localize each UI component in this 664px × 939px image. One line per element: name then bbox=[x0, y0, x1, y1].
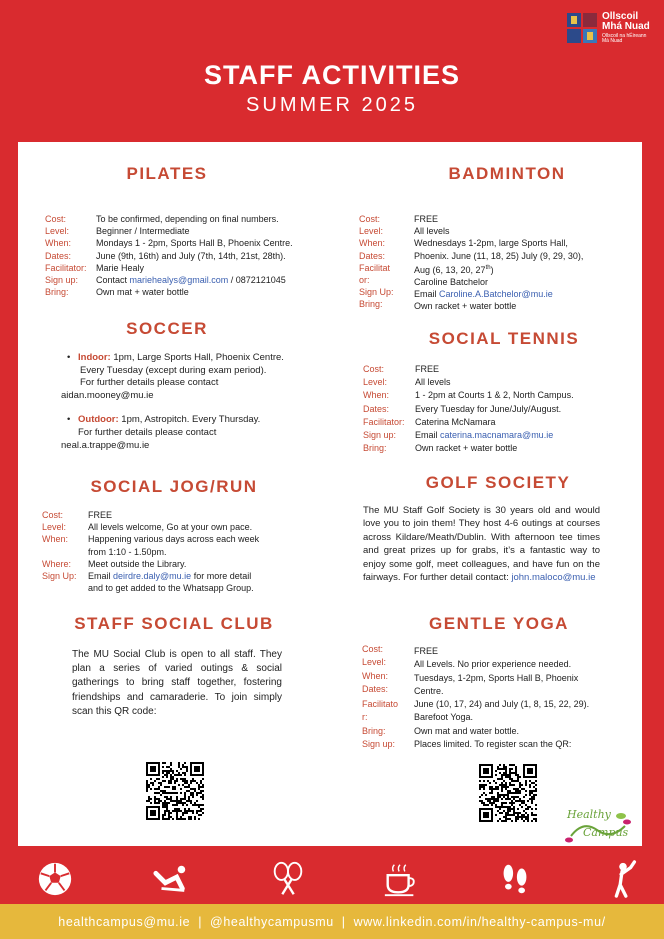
jog-value: and to get added to the Whatsapp Group. bbox=[88, 583, 254, 594]
yoga-value: FREE bbox=[414, 646, 439, 656]
yoga-value: June (10, 17, 24) and July (1, 8, 15, 22, 29). bbox=[414, 699, 590, 710]
footer-separator: | bbox=[341, 914, 346, 929]
jog-heading: SOCIAL JOG/RUN bbox=[90, 477, 258, 496]
tennis-heading: SOCIAL TENNIS bbox=[428, 329, 580, 348]
indoor-line-2: Every Tuesday (except during exam period). bbox=[80, 364, 267, 376]
badminton-heading: BADMINTON bbox=[448, 164, 566, 183]
pilates-key: When: bbox=[45, 238, 72, 249]
jog-details bbox=[42, 509, 332, 594]
badminton-key: Bring: bbox=[359, 299, 383, 310]
pilates-icon bbox=[152, 860, 190, 898]
healthy-campus-logo bbox=[563, 806, 633, 846]
tennis-value: 1 - 2pm at Courts 1 & 2, North Campus. bbox=[415, 390, 574, 401]
badminton-value: Aug (6, 13, 20, 27 bbox=[414, 264, 486, 275]
tennis-key: Sign up: bbox=[363, 430, 397, 441]
pilates-key: Facilitator: bbox=[45, 262, 87, 273]
jog-key bbox=[42, 582, 88, 594]
jog-key: Level: bbox=[42, 522, 67, 533]
jog-value: Meet outside the Library. bbox=[88, 558, 187, 569]
soccer-indoor bbox=[67, 352, 327, 390]
footer-separator: | bbox=[198, 914, 203, 929]
university-logo bbox=[566, 12, 650, 44]
jog-key: When: bbox=[42, 534, 69, 545]
footprints-icon bbox=[496, 860, 534, 898]
yoga-keys bbox=[362, 643, 417, 751]
yoga-value: All Levels. No prior experience needed. bbox=[414, 659, 572, 670]
tennis-key: Bring: bbox=[363, 443, 387, 454]
pilates-value: Beginner / Intermediate bbox=[96, 226, 190, 237]
jog-value: Email bbox=[88, 571, 114, 582]
badminton-value: Wednesdays 1-2pm, large Sports Hall, bbox=[414, 238, 568, 249]
yoga-key: Sign up: bbox=[362, 739, 396, 750]
pilates-key: Level: bbox=[45, 226, 70, 237]
social-club-heading: STAFF SOCIAL CLUB bbox=[74, 614, 274, 633]
badminton-key: Level: bbox=[359, 226, 384, 237]
tennis-value: All levels bbox=[415, 377, 451, 388]
jog-key: Where: bbox=[42, 558, 72, 569]
indoor-label: Indoor: bbox=[78, 352, 111, 363]
yoga-key: Level: bbox=[362, 657, 387, 668]
golf-email-link[interactable]: john.maloco@mu.ie bbox=[511, 572, 596, 584]
soccer-ball-icon bbox=[36, 860, 74, 898]
yoga-key: Facilitato bbox=[362, 699, 399, 710]
tennis-value: Email bbox=[415, 430, 441, 441]
outdoor-text: 1pm, Astropitch. Every Thursday. bbox=[118, 414, 261, 425]
pilates-value: June (9th, 16th) and July (7th, 14th, 21st, 28th). bbox=[96, 250, 286, 261]
tennis-key: Facilitator: bbox=[363, 416, 405, 427]
tennis-value: FREE bbox=[415, 364, 440, 374]
logo-line-2: Mhá Nuad bbox=[602, 21, 650, 32]
yoga-qr-code[interactable] bbox=[479, 764, 537, 822]
badminton-sup: th bbox=[485, 264, 491, 271]
yoga-value: Tuesdays, 1-2pm, Sports Hall B, Phoenix bbox=[414, 672, 579, 683]
page-subtitle: SUMMER 2025 bbox=[246, 94, 418, 116]
soccer-outdoor bbox=[67, 414, 327, 439]
indoor-text: 1pm, Large Sports Hall, Phoenix Centre. bbox=[110, 352, 284, 363]
yoga-value: Places limited. To register scan the QR: bbox=[414, 739, 572, 750]
golf-description bbox=[363, 504, 600, 584]
tennis-value: Caterina McNamara bbox=[415, 416, 496, 427]
footer-social-handle[interactable]: @healthycampusmu bbox=[210, 914, 334, 929]
yoga-key: When: bbox=[362, 670, 389, 681]
footer-linkedin-link[interactable]: www.linkedin.com/in/healthy-campus-mu/ bbox=[353, 914, 606, 929]
badminton-keys bbox=[359, 213, 414, 311]
healthy-text: Healthy bbox=[567, 808, 611, 821]
pilates-heading: PILATES bbox=[126, 164, 208, 183]
logo-line-4: Má Nuad bbox=[602, 38, 623, 44]
campus-text: Campus bbox=[583, 826, 629, 839]
golf-text: The MU Staff Golf Society is 30 years old and would love you to join them! They host 4-6 outings at courses across Kildare/Meath/Dublin. With afternoon tee times and great prizes up for grabs, it’s a fantastic way to enjoy some golf, meet colleagues, and have fun on the fairways. For further detail contact: bbox=[363, 505, 600, 584]
badminton-value: FREE bbox=[414, 214, 439, 224]
jog-value: Happening various days across each week bbox=[88, 534, 260, 545]
badminton-email-link[interactable]: Caroline.A.Batchelor@mu.ie bbox=[439, 289, 553, 300]
jog-value: FREE bbox=[88, 510, 113, 520]
outdoor-line-2: For further details please contact bbox=[78, 426, 217, 438]
jog-key bbox=[42, 546, 88, 558]
tennis-value: Every Tuesday for June/July/August. bbox=[415, 403, 562, 414]
yoga-values bbox=[414, 645, 626, 751]
tennis-email-link[interactable]: caterina.macnamara@mu.ie bbox=[440, 430, 554, 441]
tennis-key: Cost: bbox=[363, 364, 385, 374]
badminton-values bbox=[414, 213, 624, 313]
tennis-value: Own racket + water bottle bbox=[415, 443, 518, 454]
coffee-cup-icon bbox=[382, 860, 420, 898]
logo-line-1: Ollscoil bbox=[602, 11, 639, 22]
pilates-key: Dates: bbox=[45, 250, 72, 261]
footer bbox=[0, 904, 664, 939]
pilates-value: Own mat + water bottle bbox=[96, 287, 189, 298]
pilates-phone: / 0872121045 bbox=[228, 275, 286, 286]
badminton-key: Sign Up: bbox=[359, 287, 394, 298]
badminton-icon bbox=[269, 860, 307, 898]
social-club-qr-code[interactable] bbox=[146, 762, 204, 820]
golfer-icon bbox=[604, 860, 642, 898]
pilates-value: Mondays 1 - 2pm, Sports Hall B, Phoenix Centre. bbox=[96, 238, 293, 249]
pilates-email-link[interactable]: mariehealys@gmail.com bbox=[129, 275, 229, 286]
bullet-icon: • bbox=[67, 352, 71, 363]
pilates-value: To be confirmed, depending on final numbers. bbox=[96, 214, 279, 224]
pilates-details bbox=[45, 213, 335, 298]
badminton-value: Own racket + water bottle bbox=[414, 301, 517, 312]
jog-email-link[interactable]: deirdre.daly@mu.ie bbox=[113, 571, 192, 582]
badminton-value: Caroline Batchelor bbox=[414, 277, 489, 288]
bullet-icon: • bbox=[67, 414, 71, 425]
pilates-key: Bring: bbox=[45, 287, 69, 298]
pilates-key: Cost: bbox=[45, 214, 67, 224]
badminton-value: ) bbox=[490, 264, 494, 275]
yoga-key: Dates: bbox=[362, 683, 389, 694]
page-title: STAFF ACTIVITIES bbox=[204, 60, 460, 90]
badminton-value: Phoenix. June (11, 18, 25) July (9, 29, 30), bbox=[414, 250, 584, 261]
golf-heading: GOLF SOCIETY bbox=[425, 473, 571, 492]
activities-card bbox=[18, 142, 642, 846]
badminton-value: All levels bbox=[414, 226, 450, 237]
badminton-key: Cost: bbox=[359, 214, 381, 224]
tennis-key: Level: bbox=[363, 377, 388, 388]
yoga-value: Own mat and water bottle. bbox=[414, 725, 520, 736]
tennis-details bbox=[363, 363, 633, 455]
yoga-value: Centre. bbox=[414, 685, 444, 696]
pilates-key: Sign up: bbox=[45, 275, 79, 286]
jog-value: for more detail bbox=[191, 571, 252, 582]
tennis-key: Dates: bbox=[363, 403, 390, 414]
yoga-key: Cost: bbox=[362, 644, 384, 654]
jog-value: from 1:10 - 1.50pm. bbox=[88, 546, 167, 557]
badminton-key: Facilitat bbox=[359, 262, 391, 273]
jog-key: Cost: bbox=[42, 510, 64, 520]
pilates-value: Contact bbox=[96, 275, 130, 286]
crest-icon bbox=[566, 12, 598, 44]
badminton-value: Email bbox=[414, 289, 440, 300]
social-club-text: The MU Social Club is open to all staff. They plan a series of varied outings & social gatherings to bring staff together, fostering friendships and camaraderie. To join simply scan this QR code: bbox=[72, 649, 282, 717]
badminton-key: When: bbox=[359, 238, 386, 249]
footer-email-link[interactable]: healthcampus@mu.ie bbox=[58, 914, 191, 929]
soccer-indoor-email-link[interactable]: aidan.mooney@mu.ie bbox=[61, 390, 154, 401]
pilates-value: Marie Healy bbox=[96, 262, 145, 273]
soccer-heading: SOCCER bbox=[126, 319, 208, 338]
badminton-key: or: bbox=[359, 275, 370, 286]
yoga-value: Barefoot Yoga. bbox=[414, 712, 474, 723]
yoga-key: Bring: bbox=[362, 725, 386, 736]
soccer-outdoor-email-link[interactable]: neal.a.trappe@mu.ie bbox=[61, 440, 150, 451]
jog-value: All levels welcome, Go at your own pace. bbox=[88, 522, 253, 533]
outdoor-label: Outdoor: bbox=[78, 414, 119, 425]
logo-line-3: Ollscoil na hÉireann bbox=[602, 33, 647, 39]
badminton-key: Dates: bbox=[359, 250, 386, 261]
jog-key: Sign Up: bbox=[42, 571, 77, 582]
tennis-key: When: bbox=[363, 390, 390, 401]
indoor-line-3: For further details please contact bbox=[80, 377, 219, 388]
activity-icons bbox=[0, 852, 664, 904]
yoga-key: r: bbox=[362, 712, 368, 723]
yoga-heading: GENTLE YOGA bbox=[429, 614, 569, 633]
